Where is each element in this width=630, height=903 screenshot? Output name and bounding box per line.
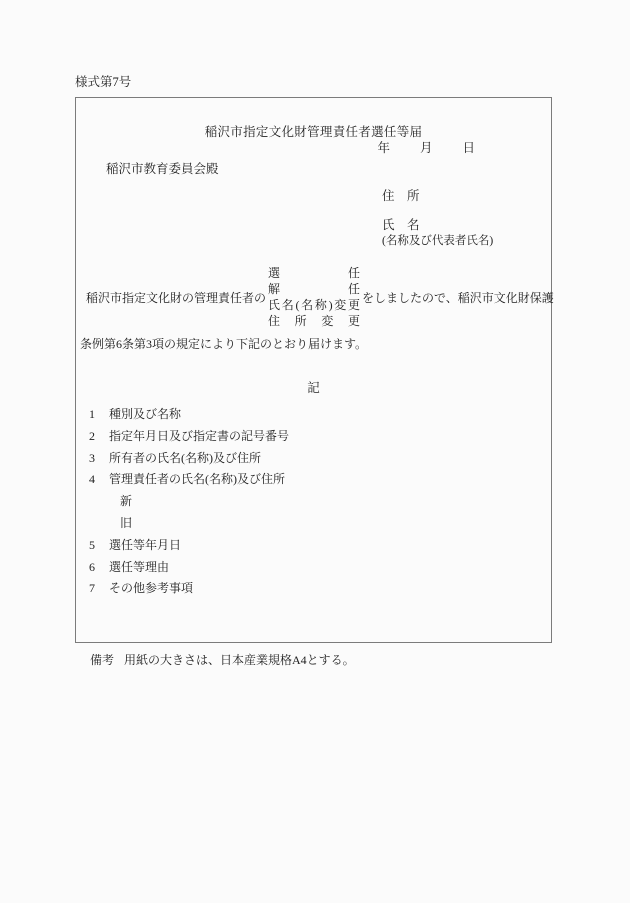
item-number: 1 — [89, 407, 95, 421]
item-designation-date — [89, 426, 289, 448]
statement-after: をしましたので、稲沢市文化財保護 — [362, 290, 554, 305]
item-number: 2 — [89, 428, 95, 443]
submitter-block — [382, 190, 493, 248]
item-number: 4 — [89, 472, 95, 487]
item-text: 選任等年月日 — [109, 537, 182, 552]
option-appointment: 選任 — [268, 266, 361, 280]
remarks-text: 用紙の大きさは、日本産業規格A4とする。 — [124, 653, 355, 667]
item-text: 旧 — [120, 515, 133, 530]
item-text: その他参考事項 — [109, 581, 194, 596]
date-day-label: 日 — [462, 141, 475, 155]
item-manager-name-address — [89, 469, 289, 491]
option-name-change: 氏名(名称)変更 — [268, 298, 361, 312]
subitem-old — [89, 513, 289, 535]
option-address-change: 住所変更 — [268, 314, 361, 328]
item-text: 種別及び名称 — [109, 407, 182, 421]
item-number: 6 — [89, 559, 95, 574]
option-dismissal: 解任 — [268, 282, 361, 296]
date-line — [377, 142, 475, 155]
recipient-line: 稲沢市教育委員会殿 — [106, 162, 219, 176]
item-appointment-date — [89, 535, 289, 557]
name-label: 氏 名 — [382, 218, 420, 232]
ki-heading: 記 — [307, 381, 320, 395]
item-list — [89, 404, 289, 600]
form-box — [75, 97, 552, 643]
remarks-line — [90, 651, 355, 668]
item-text: 選任等理由 — [109, 559, 170, 574]
form-title: 稲沢市指定文化財管理責任者選任等届 — [204, 125, 423, 139]
statement-lead: 稲沢市指定文化財の管理責任者の — [86, 290, 267, 305]
item-other-notes — [89, 578, 289, 600]
name-note-label: (名称及び代表者氏名) — [382, 235, 494, 247]
item-type-and-name — [89, 404, 289, 426]
item-text: 所有者の氏名(名称)及び住所 — [109, 450, 261, 465]
item-text: 指定年月日及び指定書の記号番号 — [109, 428, 290, 443]
item-owner-name-address — [89, 448, 289, 470]
address-label: 住 所 — [382, 189, 420, 203]
remarks-label: 備考 — [90, 653, 115, 667]
statement-line1 — [86, 265, 554, 329]
item-number: 5 — [89, 537, 95, 552]
form-style-number: 様式第7号 — [75, 75, 132, 89]
date-year-label: 年 — [377, 141, 390, 155]
date-month-label: 月 — [419, 141, 433, 155]
item-text: 管理責任者の氏名(名称)及び住所 — [109, 472, 285, 487]
item-number: 3 — [89, 450, 95, 465]
item-appointment-reason — [89, 557, 289, 579]
item-text: 新 — [120, 494, 133, 509]
item-number: 7 — [89, 581, 95, 596]
subitem-new — [89, 491, 289, 513]
statement-line2: 条例第6条第3項の規定により下記のとおり届けます。 — [80, 337, 368, 351]
action-options — [268, 265, 360, 329]
